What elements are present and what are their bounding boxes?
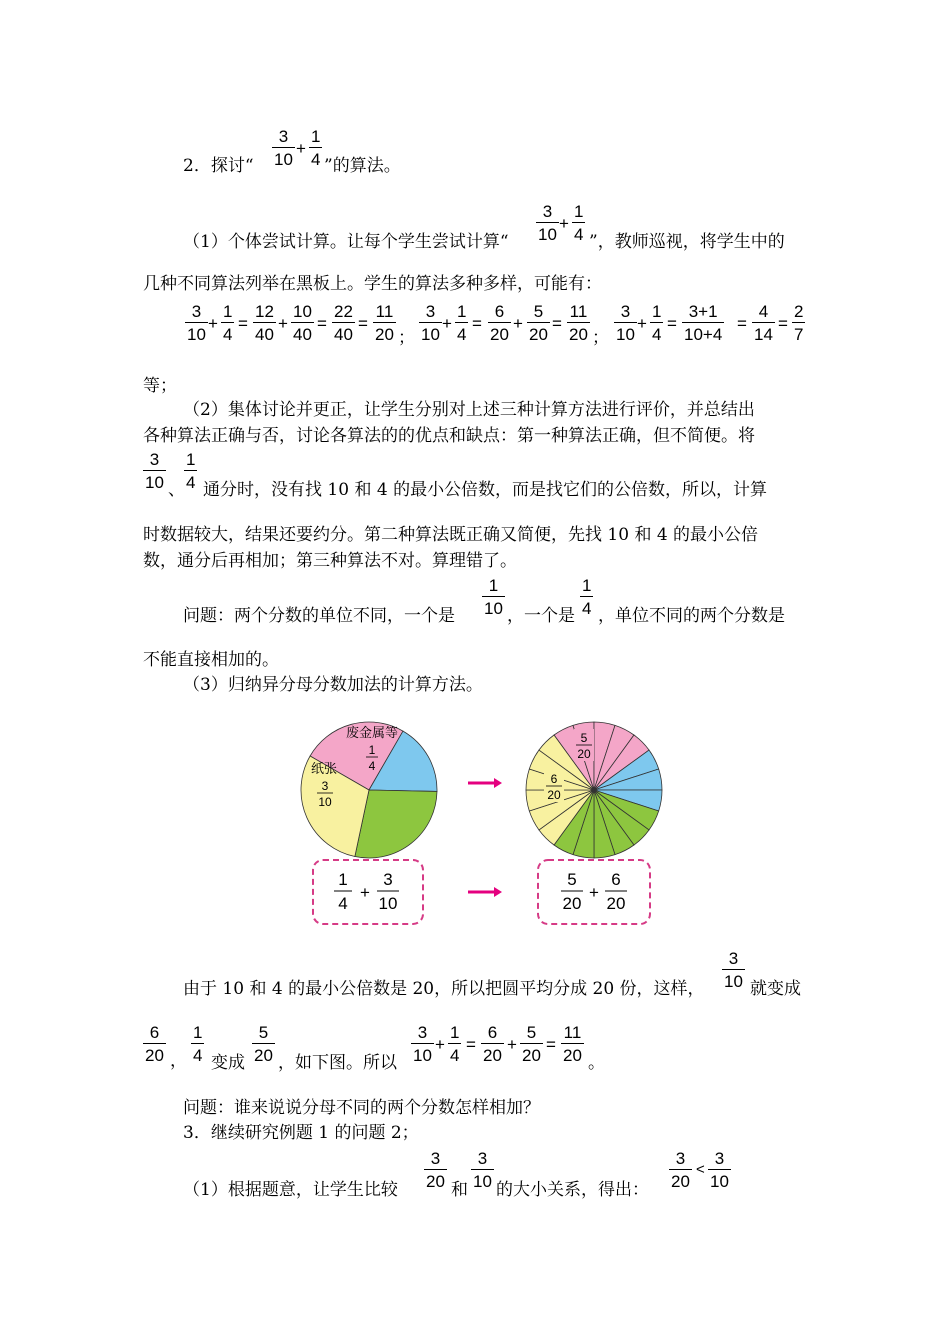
fraction-1-10: $\frac{1}{10}$ bbox=[484, 576, 503, 618]
plus-sign: + bbox=[442, 314, 452, 333]
deng-text: 等； bbox=[143, 376, 177, 396]
fraction-1-4: $\frac{1}{4}$ bbox=[582, 576, 592, 618]
fraction: $\frac{1}{4}$ bbox=[450, 1023, 460, 1065]
fraction: $\frac{22}{40}$ bbox=[334, 302, 353, 344]
equals-sign: = bbox=[472, 314, 482, 333]
fraction: $\frac{2}{7}$ bbox=[794, 302, 804, 344]
step1-line2: 几种不同算法列举在黑板上。学生的算法多种多样，可能有： bbox=[143, 274, 602, 294]
step1-line1-post: ”，教师巡视，将学生中的 bbox=[589, 232, 785, 252]
fraction-1-4: $\frac{1}{4}$ bbox=[193, 1023, 203, 1065]
box-right-a-num: 5 bbox=[567, 870, 577, 889]
box-right-a-den: 20 bbox=[562, 894, 582, 913]
dun-mark: 、 bbox=[168, 480, 185, 500]
equals-sign: = bbox=[546, 1035, 556, 1054]
fraction: $\frac{6}{20}$ bbox=[490, 302, 509, 344]
fraction: $\frac{5}{20}$ bbox=[522, 1023, 541, 1065]
fraction-3-20: $\frac{3}{20}$ bbox=[426, 1149, 445, 1191]
step2-line3: 通分时，没有找 10 和 4 的最小公倍数，而是找它们的公倍数，所以，计算 bbox=[203, 480, 768, 500]
fraction: $\frac{3}{10}$ bbox=[187, 302, 206, 344]
step2-line4: 时数据较大，结果还要约分。第二种算法既正确又简便，先找 10 和 4 的最小公倍 bbox=[143, 525, 759, 545]
fraction: $\frac{6}{20}$ bbox=[483, 1023, 502, 1065]
plus-sign: + bbox=[296, 139, 306, 158]
equals-sign: = bbox=[466, 1035, 476, 1054]
step3-question: 问题：谁来说说分母不同的两个分数怎样相加？ bbox=[183, 1098, 540, 1118]
label-scrap-metal: 废金属等 bbox=[345, 726, 399, 741]
plus-sign: + bbox=[507, 1035, 517, 1054]
box-left-b-den: 10 bbox=[378, 894, 398, 913]
section-2-prefix: 2．探讨“ bbox=[183, 156, 254, 176]
separator: ； bbox=[592, 328, 609, 348]
fraction: $\frac{1}{4}$ bbox=[652, 302, 662, 344]
fraction-3-10: $\frac{3}{10}$ bbox=[724, 949, 743, 991]
plus-sign: + bbox=[278, 314, 288, 333]
plus-sign: + bbox=[435, 1035, 445, 1054]
fraction-1-4: $\frac{1}{4}$ bbox=[311, 127, 321, 169]
step2-line1: （2）集体讨论并更正，让学生分别对上述三种计算方法进行评价，并总结出 bbox=[183, 400, 755, 420]
equals-sign: = bbox=[238, 314, 248, 333]
plus-sign: + bbox=[513, 314, 523, 333]
fraction-3-20: $\frac{3}{20}$ bbox=[671, 1149, 690, 1191]
fraction-3-10: $\frac{3}{10}$ bbox=[538, 202, 557, 244]
and-text: 和 bbox=[451, 1180, 468, 1200]
fraction-6-20: $\frac{6}{20}$ bbox=[145, 1023, 164, 1065]
arrow-icon bbox=[468, 887, 502, 897]
step1-line1-pre: （1）个体尝试计算。让每个学生尝试计算“ bbox=[183, 232, 509, 252]
pink-denominator: 4 bbox=[368, 759, 376, 773]
fraction: $\frac{5}{20}$ bbox=[529, 302, 548, 344]
fraction: $\frac{3+1}{10+4}$ bbox=[684, 302, 723, 344]
fraction: $\frac{11}{20}$ bbox=[375, 302, 394, 344]
section-3-title: 3．继续研究例题 1 的问题 2； bbox=[183, 1123, 419, 1143]
section-3-line-post: 的大小关系，得出： bbox=[496, 1180, 649, 1200]
fraction: $\frac{11}{20}$ bbox=[563, 1023, 582, 1065]
as-below-text: ，如下图。所以 bbox=[278, 1053, 397, 1073]
fraction-3-10: $\frac{3}{10}$ bbox=[145, 450, 164, 492]
fraction: $\frac{10}{40}$ bbox=[293, 302, 312, 344]
right-yellow-numerator: 6 bbox=[550, 772, 558, 786]
question-line2: 不能直接相加的。 bbox=[143, 650, 279, 670]
box-right-b-den: 20 bbox=[606, 894, 626, 913]
equals-sign: = bbox=[552, 314, 562, 333]
fraction: $\frac{3}{10}$ bbox=[616, 302, 635, 344]
right-pink-denominator: 20 bbox=[577, 747, 591, 761]
because-pre: 由于 10 和 4 的最小公倍数是 20，所以把圆平均分成 20 份，这样， bbox=[183, 979, 705, 999]
question-pre: 问题：两个分数的单位不同，一个是 bbox=[183, 606, 455, 626]
section-3-line-pre: （1）根据题意，让学生比较 bbox=[183, 1180, 398, 1200]
step2-line5: 数，通分后再相加；第三种算法不对。算理错了。 bbox=[143, 551, 517, 571]
fraction: $\frac{1}{4}$ bbox=[223, 302, 233, 344]
yellow-denominator: 10 bbox=[318, 795, 332, 809]
plus-sign: + bbox=[559, 214, 569, 233]
fraction-1-4: $\frac{1}{4}$ bbox=[186, 450, 196, 492]
section-2-suffix: ”的算法。 bbox=[324, 156, 401, 176]
fraction-3-10: $\frac{3}{10}$ bbox=[473, 1149, 492, 1191]
equals-sign: = bbox=[317, 314, 327, 333]
arrow-icon bbox=[468, 778, 502, 788]
period: 。 bbox=[588, 1053, 605, 1073]
because-post: 就变成 bbox=[750, 979, 801, 999]
equals-sign: = bbox=[667, 314, 677, 333]
equals-sign: = bbox=[737, 314, 747, 333]
fraction-3-10: $\frac{3}{10}$ bbox=[274, 127, 293, 169]
plus-sign: + bbox=[360, 883, 370, 902]
step3-title: （3）归纳异分母分数加法的计算方法。 bbox=[183, 675, 483, 695]
equals-sign: = bbox=[358, 314, 368, 333]
question-post: ，单位不同的两个分数是 bbox=[598, 606, 785, 626]
box-left-a-num: 1 bbox=[338, 870, 348, 889]
fraction-3-10: $\frac{3}{10}$ bbox=[710, 1149, 729, 1191]
fraction: $\frac{1}{4}$ bbox=[457, 302, 467, 344]
fraction: $\frac{4}{14}$ bbox=[754, 302, 773, 344]
comma: ， bbox=[170, 1051, 187, 1071]
right-pink-numerator: 5 bbox=[580, 731, 588, 745]
label-paper: 纸张 bbox=[310, 762, 338, 777]
yellow-numerator: 3 bbox=[321, 779, 329, 793]
figure-svg bbox=[272, 700, 679, 940]
separator: ； bbox=[398, 328, 415, 348]
box-left-b-num: 3 bbox=[383, 870, 393, 889]
pink-numerator: 1 bbox=[368, 743, 376, 757]
equals-sign: = bbox=[778, 314, 788, 333]
fraction-1-4: $\frac{1}{4}$ bbox=[574, 202, 584, 244]
box-left-a-den: 4 bbox=[338, 894, 348, 913]
fraction: $\frac{12}{40}$ bbox=[255, 302, 274, 344]
plus-sign: + bbox=[208, 314, 218, 333]
step2-line2: 各种算法正确与否，讨论各算法的的优点和缺点：第一种算法正确，但不简便。将 bbox=[143, 426, 755, 446]
pie-chart-figure bbox=[272, 700, 679, 940]
box-right-b-num: 6 bbox=[611, 870, 621, 889]
fraction: $\frac{3}{10}$ bbox=[413, 1023, 432, 1065]
fraction: $\frac{3}{10}$ bbox=[421, 302, 440, 344]
question-mid: ，一个是 bbox=[507, 606, 575, 626]
fraction-5-20: $\frac{5}{20}$ bbox=[254, 1023, 273, 1065]
plus-sign: + bbox=[637, 314, 647, 333]
becomes-text: 变成 bbox=[211, 1053, 245, 1073]
less-than-sign: < bbox=[696, 1161, 705, 1178]
plus-sign: + bbox=[589, 883, 599, 902]
right-yellow-denominator: 20 bbox=[547, 788, 561, 802]
fraction: $\frac{11}{20}$ bbox=[569, 302, 588, 344]
